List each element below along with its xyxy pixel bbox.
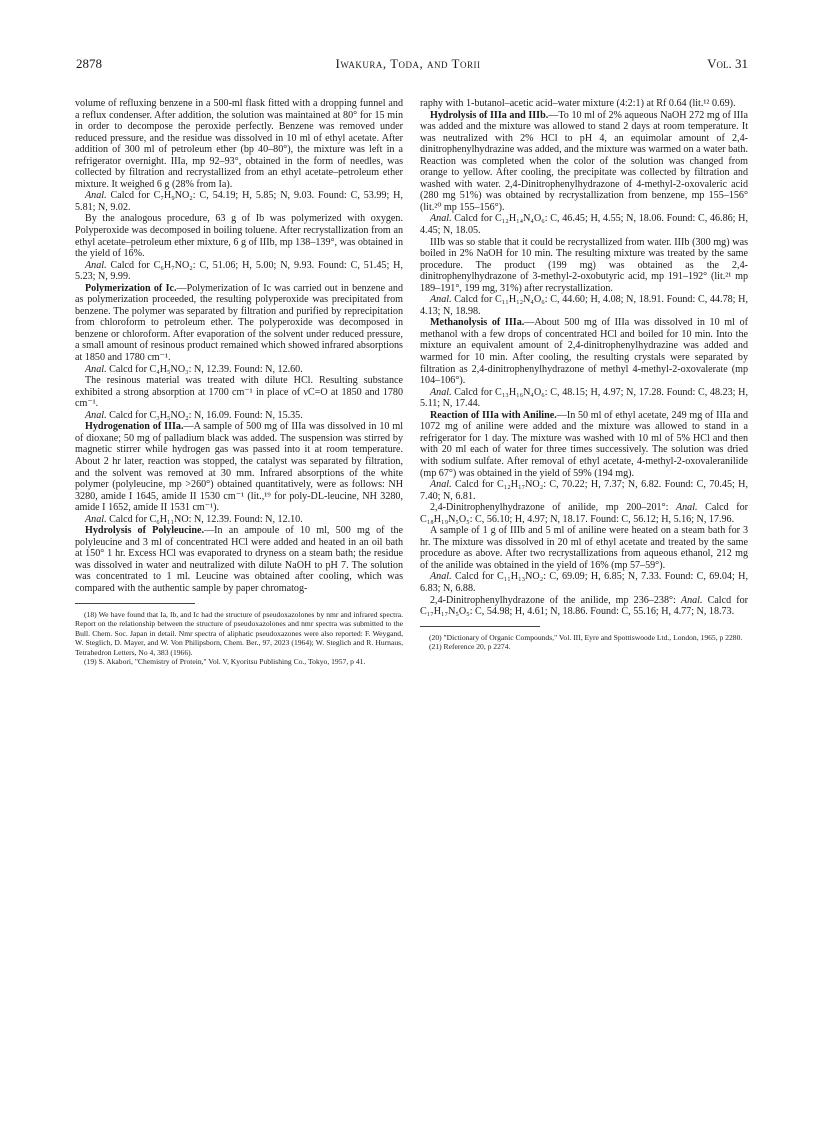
- paragraph: [75, 260, 403, 283]
- paragraph: [420, 479, 748, 502]
- analysis-label: Anal.: [430, 571, 452, 583]
- paragraph: [75, 375, 403, 410]
- paragraph-text: —A sample of 500 mg of IIIa was dissolved in 10 ml of dioxane; 50 mg of palladium black was added. The suspension was stirred by magnetic stirrer while hydrogen gas was passed into it at room temperature. About 2 hr later, reaction was stopped, the catalyst was separated by filtration, and the solvent was removed at 30 mm. Infrared absorptions of the white polymer (polyleucine, mp >260°) obtained quantitatively, were as follows: NH 3280, amide I 1645, amide II 1530 cm⁻¹ (lit.,¹⁹ for poly-DL-leucine, NH 3280, amide I 1652, amide II 1531 cm⁻¹).: [75, 421, 403, 514]
- paragraph-text: Calcd for C₇H₉NO₂: C, 54.19; H, 5.85; N, 9.03. Found: C, 53.99; H, 5.81; N, 9.02.: [75, 190, 403, 213]
- paragraph-text: Calcd for C₁₂H₁₄N₄O₆: C, 46.45; H, 4.55; N, 18.06. Found: C, 46.86; H, 4.45; N, 18.05.: [420, 213, 748, 237]
- paragraph: [75, 190, 403, 213]
- analysis-label: Anal.: [85, 259, 107, 271]
- paragraph-text: —To 10 ml of 2% aqueous NaOH 272 mg of IIIa was added and the mixture was allowed to stand 2 days at room temperature. It was neutralized with 2% HCl to pH 4, an equimolar amount of 2,4-dinitrophenylhydrazine was added, and the mixture was warmed on a water bath. Reaction was completed when the color of the solution was changed from orange to yellow. After cooling, the precipitate was collected by filtration and washed with water. 2,4-Dinitrophenylhydrazone of 4-methyl-2-oxovaleric acid (280 mg 51%) was obtained by recrystallization from benzene, mp 155–156° (lit.²⁰ mp 155–156°).: [420, 109, 748, 213]
- analysis-label: Anal.: [85, 190, 107, 202]
- section-heading: Reaction of IIIa with Aniline.: [430, 409, 557, 421]
- paragraph: [420, 237, 748, 295]
- paragraph-text: A sample of 1 g of IIIb and 5 ml of aniline were heated on a steam bath for 3 hr. The mixture was dissolved in 20 ml of ethyl acetate and treated by the same procedure as above. After two recrystallizations from aqueous ethanol, 212 mg of the anilide was obtained in the yield of 16% (mp 57–59°).: [420, 525, 748, 571]
- paragraph-text: Calcd for C₃H₅NO₂: N, 16.09. Found: N, 15.35.: [106, 409, 303, 421]
- paragraph: [75, 525, 403, 594]
- analysis-label: Anal.: [430, 213, 452, 225]
- paragraph-text: Calcd for C₆H₇NO₂: C, 51.06; H, 5.00; N, 9.93. Found: C, 51.45; H, 5.23; N, 9.99.: [75, 259, 403, 283]
- paragraph: [420, 110, 748, 214]
- paragraph: [75, 283, 403, 364]
- paragraph: [75, 98, 403, 190]
- paragraph: [420, 595, 748, 618]
- right-column-text: [420, 98, 748, 618]
- right-column: [420, 98, 748, 652]
- volume-label: Vol. 31: [707, 56, 748, 71]
- footnote-divider: [75, 603, 195, 604]
- left-column-text: [75, 98, 403, 595]
- paragraph: [420, 317, 748, 386]
- section-heading: Hydrolysis of IIIa and IIIb.: [430, 109, 549, 121]
- analysis-label: Anal.: [675, 502, 698, 514]
- paragraph-text: The resinous material was treated with dilute HCl. Resulting substance exhibited a strong absorption at 1700 cm⁻¹ in place of νC=O at 1850 and 1780 cm⁻¹.: [75, 375, 403, 410]
- analysis-label: Anal.: [85, 409, 107, 421]
- paragraph: [420, 571, 748, 594]
- paragraph: [420, 98, 748, 110]
- page-number: 2878: [76, 56, 102, 71]
- paragraph: [420, 525, 748, 571]
- footnote: (20) "Dictionary of Organic Compounds," Vol. III, Eyre and Spottiswoode Ltd., London, 1965, p 2280.: [429, 632, 743, 642]
- running-header-authors: Iwakura, Toda, and Torii: [335, 56, 481, 71]
- analysis-label: Anal.: [430, 479, 452, 491]
- analysis-label: Anal.: [430, 294, 452, 306]
- paragraph: [420, 502, 748, 525]
- paragraph: [75, 421, 403, 513]
- paragraph: [75, 364, 403, 376]
- paragraph-text: 2,4-Dinitrophenylhydrazone of the anilide, mp 236–238°:: [430, 594, 681, 606]
- paragraph-text: Calcd for C₄H₅NO₃: N, 12.39. Found: N, 12.60.: [106, 363, 303, 375]
- footnote: (21) Reference 20, p 2274.: [429, 642, 511, 652]
- paragraph-text: Calcd for C₁₁H₁₂N₄O₆: C, 44.60; H, 4.08; N, 18.91. Found: C, 44.78; H, 4.13; N, 18.98.: [420, 294, 748, 317]
- paragraph: [75, 514, 403, 526]
- footnote: (18) We have found that Ia, Ib, and Ic had the structure of pseudoxazolones by nmr and infrared spectra. Report on the relationship between the structure of pseudoxazolones and nmr spectra was submitted to the Bull. Chem. Soc. Japan in detail. Nmr spectra of aliphatic pseudoxazones were also reported: F. Weygand, W. Steglich, D. Mayer, and W. Von Philipsborn, Chem. Ber., 97, 2023 (1964); W. Steglich and R. Hurnaus, Tetrahedron Letters, No 4, 383 (1966).: [75, 609, 403, 657]
- paragraph-text: volume of refluxing benzene in a 500-ml flask fitted with a dropping funnel and a reflux condenser. After addition, the solution was maintained at 80° for 15 min in order to decompose the peroxide perfectly. Benzene was removed under reduced pressure, and the residue was dissolved in 10 ml of ethyl acetate. After addition of 300 ml of petroleum ether (bp 40–80°), the mixture was left in a refrigerator overnight. IIIa, mp 92–93°, obtained in the form of needles, was collected by filtration and recrystallized from an ethyl acetate–petroleum ether mixture. It weighed 6 g (28% from Ia).: [75, 98, 403, 190]
- paragraph-text: —In 50 ml of ethyl acetate, 249 mg of IIIa and 1072 mg of aniline were added and the mixture was allowed to stand in a refrigerator for 1 day. The mixture was washed with 10 ml of 5% HCl and then with 20 ml each of water for three times successively. The solution was dried with sodium sulfate. After removal of ethyl acetate, 4-methyl-2-oxovaleranilide (mp 67°) was obtained in the yield of 59% (194 mg).: [420, 409, 748, 479]
- paragraph-text: Calcd for C₁₃H₁₆N₄O₆: C, 48.15; H, 4.97; N, 17.28. Found: C, 48.23; H, 5.11; N, 17.44.: [420, 386, 748, 410]
- paragraph-text: By the analogous procedure, 63 g of Ib was polymerized with oxygen. Polyperoxide was decomposed in boiling toluene. After recrystallization from an ethyl acetate–petroleum ether mixture, 6 g of IIIb, mp 138–139°, was obtained in the yield of 16%.: [75, 213, 403, 260]
- paragraph-text: —In an ampoule of 10 ml, 500 mg of the polyleucine and 3 ml of concentrated HCl were added and heated in an oil bath at 150° 1 hr. Excess HCl was evaporated to dryness on a steam bath; the residue was dissolved in water and neutralized with dilute NaOH to pH 7. The solution was concentrated to 1 ml. Leucine was obtained after cooling, which was compared with the authentic sample by paper chromatog-: [75, 525, 403, 594]
- analysis-label: Anal.: [430, 386, 452, 398]
- section-heading: Hydrolysis of Polyleucine.: [85, 525, 205, 537]
- paragraph: [420, 387, 748, 410]
- left-column: [75, 98, 403, 667]
- analysis-label: Anal.: [85, 363, 107, 375]
- section-heading: Hydrogenation of IIIa.: [85, 421, 184, 433]
- footnote-divider: [420, 626, 540, 627]
- section-heading: Methanolysis of IIIa.: [430, 317, 525, 329]
- right-footnotes: [420, 633, 748, 652]
- paragraph: [420, 410, 748, 479]
- paragraph-text: Calcd for C₆H₁₁NO: N, 12.39. Found: N, 12.10.: [106, 513, 303, 525]
- paragraph-text: raphy with 1-butanol–acetic acid–water mixture (4:2:1) at Rf 0.64 (lit.¹² 0.69).: [420, 98, 736, 109]
- paragraph: [75, 213, 403, 259]
- paragraph: [75, 410, 403, 422]
- footnote: (19) S. Akabori, "Chemistry of Protein," Vol. V, Kyoritsu Publishing Co., Tokyo, 1957, p 41.: [84, 657, 366, 667]
- paragraph: [420, 213, 748, 236]
- paragraph: [420, 294, 748, 317]
- analysis-label: Anal.: [85, 513, 107, 525]
- analysis-label: Anal.: [680, 594, 703, 606]
- paragraph-text: IIIb was so stable that it could be recrystallized from water. IIIb (300 mg) was boiled in 2% NaOH for 10 min. The resulting mixture was treated by the same procedure. The product (199 mg) was obtained as the 2,4-dinitrophenylhydrazone of 3-methyl-2-oxobutyric acid, mp 191–192° (lit.²¹ mp 189–191°, 199 mg, 31%) after recrystallization.: [420, 236, 748, 294]
- paragraph-text: —About 500 mg of IIIa was dissolved in 10 ml of methanol with a few drops of concentrated HCl and boiled for 10 min. Into the mixture an equivalent amount of 2,4-dinitrophenylhydrazine was added and warmed for 10 min. After cooling, the resulting crystals were separated by filtration as 2,4-dinitrophenylhydrazone of methyl 4-methyl-2-oxovalerate (mp 104–106°).: [420, 317, 748, 387]
- paragraph-text: 2,4-Dinitrophenylhydrazone of anilide, mp 200–201°:: [430, 502, 676, 514]
- paragraph-text: Calcd for C₁₈H₁₉N₅O₅: C, 56.10; H, 4.97; N, 18.17. Found: C, 56.12; H, 5.16; N, 17.96.: [420, 502, 748, 525]
- paragraph-text: Calcd for C₁₇H₁₇N₅O₅: C, 54.98; H, 4.61; N, 18.86. Found: C, 55.16; H, 4.77; N, 18.73.: [420, 594, 748, 618]
- section-heading: Polymerization of Ic.: [85, 282, 177, 294]
- left-footnotes: [75, 610, 403, 668]
- paragraph-text: —Polymerization of Ic was carried out in benzene and as polymerization proceeded, the resulting polyperoxide was precipitated from benzene. The polymer was separated by filtration and purified by reprecipitation from chloroform to petroleum ether. The polyperoxide was decomposed in benzene or chloroform. After evaporation of the solvent under reduced pressure, a small amount of resinous product remained which showed infrared absorptions at 1850 and 1780 cm⁻¹.: [75, 282, 403, 364]
- paragraph-text: Calcd for C₁₂H₁₇NO₂: C, 70.22; H, 7.37; N, 6.82. Found: C, 70.45; H, 7.40; N, 6.81.: [420, 479, 748, 502]
- paragraph-text: Calcd for C₁₁H₁₃NO₂: C, 69.09; H, 6.85; N, 7.33. Found: C, 69.04; H, 6.83; N, 6.88.: [420, 571, 748, 594]
